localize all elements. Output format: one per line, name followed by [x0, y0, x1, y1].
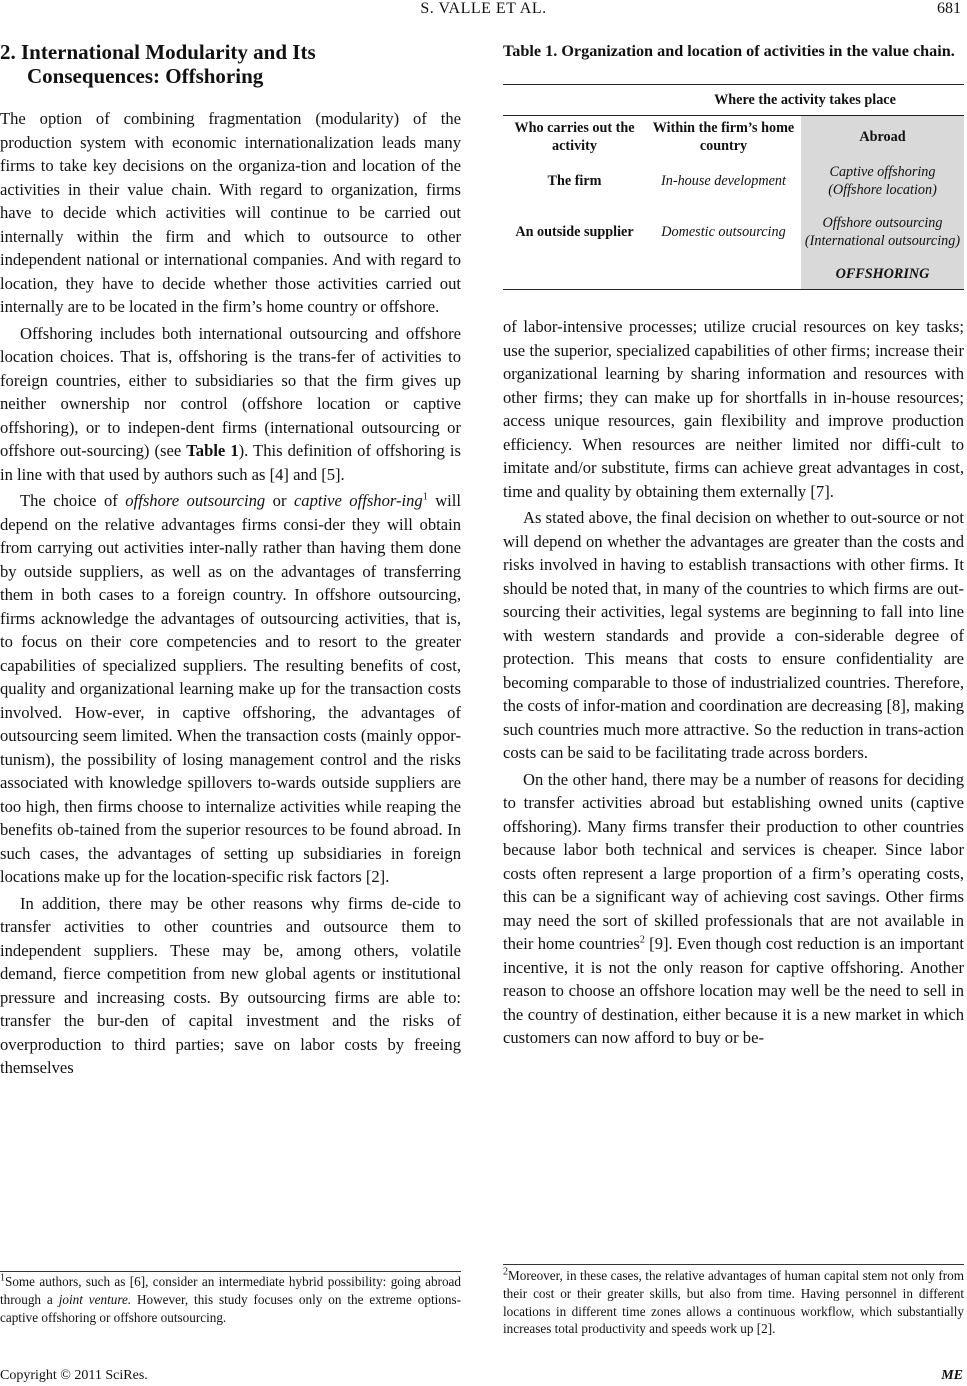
table-offshoring-label: OFFSHORING: [801, 260, 964, 290]
table-header-where: Where the activity takes place: [714, 92, 896, 108]
table-row-firm-home: In-house development: [661, 172, 786, 189]
table-header-abroad: Abroad: [801, 116, 964, 158]
table-row-firm-label: The firm: [547, 172, 602, 189]
footnote-1-number: 1: [0, 1272, 5, 1284]
table-header-who: Who carries out the activity: [514, 119, 635, 154]
table-row-supplier-home: Domestic outsourcing: [661, 223, 786, 240]
term-offshore-outsourcing: offshore outsourcing: [125, 491, 266, 510]
section-title-line2: Consequences: Offshoring: [27, 64, 264, 88]
left-column: [0, 40, 461, 1080]
table-row-firm-abroad: Captive offshoring (Offshore location): [801, 158, 964, 204]
term-captive-offshoring: captive offshor-ing: [293, 491, 423, 510]
paragraph-3-text-b: will depend on the relative advantages firms consi-der they will obtain from carrying out activities inter-nally rather than having them done by outside suppliers, as well as on the advantages of transferring them in both cases to a foreign country. In offshore outsourcing, firms acknowledge the advantages of outsourcing activities, that is, to focus on their core competencies and to resort to the greater capabilities of specialized suppliers. The resulting benefits of cost, quality and organizational learning make up for the transaction costs involved. How-ever, in captive offshoring, the advantages of outsourcing seem limited. When the transaction costs (mainly oppor-tunism), the possibility of losing management control and the risks associated with knowledge spillovers to-wards outside suppliers are too high, then firms choose to internalize activities while reaping the benefits ob-tained from the superior resources to be found abroad. In such cases, the advantages of setting up subsidiaries in foreign locations make up for the location-specific risk factors [2].: [0, 491, 462, 886]
footnote-1-text-b: However, this study focuses only on the extreme options-captive offshoring or offshore outsourcing.: [0, 1291, 461, 1325]
page-number: 681: [937, 0, 961, 17]
right-paragraph-3-text-a: On the other hand, there may be a number of reasons for deciding to transfer activities abroad but establishing owned units (captive offshoring). Many firms transfer their production to other countries because labor both technical and services is cheaper. Since labor costs often represent a large proportion of a firm’s operating costs, this can be a significant way of achieving cost savings. Other firms may need the sort of skilled professionals that are not available in their home countries: [503, 769, 964, 953]
section-title-line1: 2. International Modularity and Its: [0, 40, 316, 64]
footnote-1: [0, 1273, 461, 1326]
paragraph-4: In addition, there may be other reasons why firms de-cide to transfer activities to other countries and outsource them to independent suppliers. These may be, among others, volatile demand, fierce competition from new global agents or institutional pressure and increasing costs. By outsourcing firms are able to: transfer the bur-den of capital investment and the risks of overproduction to third parties; save on labor costs by freeing themselves: [0, 893, 461, 1077]
paragraph-3-text-a: The choice of: [20, 491, 126, 510]
right-paragraph-3: [503, 768, 964, 1050]
footnote-marker-1[interactable]: 1: [422, 491, 428, 503]
right-paragraph-2: As stated above, the final decision on whether to out-source or not will depend on whether the advantages are greater than the costs and risks involved in having to establish transactions with other firms. It should be noted that, in many of the countries to which firms are out-sourcing their activities, legal systems are beginning to fall into line with western standards and provide a con-siderable degree of protection. This means that costs to ensure confidentiality are becoming comparable to those of industrialized countries. Therefore, the costs of infor-mation and coordination are decreasing [8], making such countries much more attractive. So the reduction in trans-action costs can be said to be facilitating trade across borders.: [503, 508, 964, 762]
footnote-divider-left: [0, 1271, 461, 1272]
right-paragraph-3-text-b: [9]. Even though cost reduction is an important incentive, it is not the only reason for captive offshoring. Another reason to choose an offshore location may well be the need to sell in the country of destination, either because it is a new market in which customers can now afford to buy or be-: [503, 934, 964, 1047]
footnote-2-number: 2: [503, 1266, 508, 1278]
section-title: [0, 40, 461, 88]
footnote-2-text: Moreover, in these cases, the relative advantages of human capital stem not only from their cost or their greater skills, but also from time. Having personnel in different locations in different time zones allows a continuous workflow, which substantially increases total productivity and speeds work up [2].: [503, 1268, 964, 1337]
table-header-home: Within the firm’s home country: [652, 119, 795, 154]
footnote-divider-right: [503, 1264, 964, 1265]
footnote-1-italic: joint venture.: [58, 1291, 132, 1307]
footnote-1-text-a: Some authors, such as [6], consider an intermediate hybrid possibility: going abroad through a: [0, 1274, 461, 1307]
table-1-reference[interactable]: Table 1: [186, 441, 239, 460]
copyright-notice: Copyright © 2011 SciRes.: [0, 1368, 148, 1383]
paragraph-2: [0, 322, 461, 487]
paragraph-1: The option of combining fragmentation (modularity) of the production system with economic internationalization leads many firms to take key decisions on the organiza-tion and location of the activities in their value chain. With regard to organization, firms have to decide which activities will continue to be carried out internally within the firm and which to outsource to other independent national or international companies. And with regard to location, they have to decide whether those activities carried out internally are to be located in the firm’s home country or offshore.: [0, 109, 461, 316]
footnote-marker-2[interactable]: 2: [639, 934, 645, 946]
table-caption: Table 1. Organization and location of activities in the value chain.: [503, 42, 955, 60]
running-head-authors: S. VALLE ET AL.: [420, 0, 547, 17]
paragraph-2-text-b: ). This definition of offshoring is in line with that used by authors such as [4] and [5].: [0, 441, 461, 484]
table-row-supplier-label: An outside supplier: [515, 223, 634, 240]
journal-abbreviation: ME: [941, 1368, 963, 1383]
paragraph-2-text-a: Offshoring includes both international outsourcing and offshore location choices. That is, offshoring is the trans-fer of activities to foreign countries, either to subsidiaries so that the firm gives up neither ownership nor control (offshore location or captive offshoring), or to indepen-dent firms (international outsourcing or offshore out-sourcing) (see: [0, 323, 461, 460]
table-row-supplier-abroad: Offshore outsourcing (International outsourcing): [801, 204, 964, 260]
footnote-2: [503, 1267, 964, 1338]
table-1: [503, 84, 964, 290]
paragraph-3-or: or: [265, 491, 294, 510]
paragraph-3: [0, 489, 461, 889]
right-paragraph-1: of labor-intensive processes; utilize crucial resources on key tasks; use the superior, specialized capabilities of other firms; increase their organizational learning by sharing information and resources with other firms; they can make up for shortfalls in in-house resources; access unique resources, gain flexibility and improve production efficiency. When resources are neither limited nor diffi-cult to imitate and/or substitute, firms can achieve great advantages in cost, time and quality by obtaining them externally [7].: [503, 317, 964, 501]
running-head: [0, 0, 967, 24]
right-column: [503, 40, 964, 1050]
